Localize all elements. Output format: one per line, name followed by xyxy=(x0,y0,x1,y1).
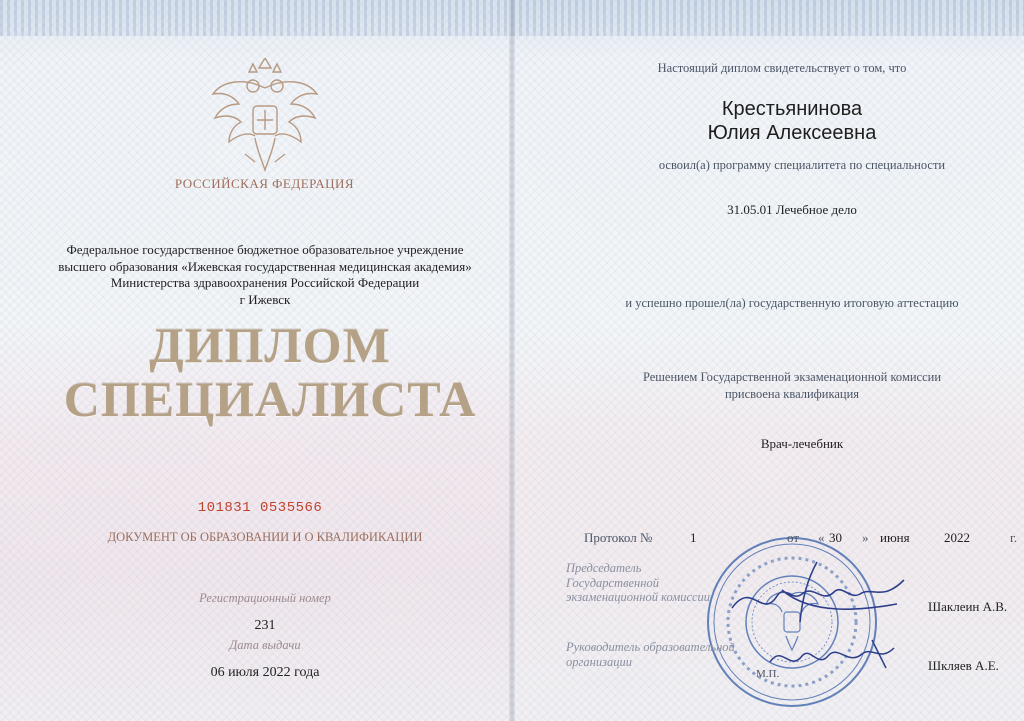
institution-city: г Ижевск xyxy=(239,291,291,307)
close-quote: » xyxy=(862,530,869,545)
diploma-title-line2: СПЕЦИАЛИСТА xyxy=(63,371,477,427)
country-name: РОССИЙСКАЯ ФЕДЕРАЦИЯ xyxy=(174,176,355,191)
chair-name: Шаклеин А.В. xyxy=(928,599,1008,614)
protocol-year-suffix: г. xyxy=(1010,530,1018,545)
document-type: ДОКУМЕНТ ОБ ОБРАЗОВАНИИ И О КВАЛИФИКАЦИИ xyxy=(107,530,423,544)
head-signature xyxy=(762,632,902,682)
decision-line: Решением Государственной экзаменационной комиссии xyxy=(642,370,942,384)
open-quote: « xyxy=(818,530,825,545)
intro-text: Настоящий диплом свидетельствует о том, что xyxy=(657,61,907,75)
institution-block xyxy=(20,242,510,308)
graduate-surname: Крестьянинова xyxy=(721,98,863,120)
diploma-content-page xyxy=(512,0,1024,721)
head-label xyxy=(566,640,786,669)
specialty: 31.05.01 Лечебное дело xyxy=(727,202,857,217)
graduate-name xyxy=(642,97,942,145)
chair-label-line: Государственной xyxy=(566,575,659,590)
protocol-label: Протокол № xyxy=(584,530,653,545)
protocol-number: 1 xyxy=(690,530,697,545)
decorative-band xyxy=(0,0,512,36)
protocol-day: 30 xyxy=(829,530,842,545)
registration-label: Регистрационный номер xyxy=(199,591,331,605)
seal-mark: М.П. xyxy=(756,668,780,680)
qualification: Врач-лечебник xyxy=(760,436,844,451)
graduate-given-names: Юлия Алексеевна xyxy=(707,122,877,144)
attestation-text: и успешно прошел(ла) государственную итоговую аттестацию xyxy=(625,296,959,310)
protocol-month: июня xyxy=(880,530,910,545)
decision-line: присвоена квалификация xyxy=(724,387,860,401)
institution-line: Федеральное государственное бюджетное образовательное учреждение xyxy=(66,242,464,257)
book-spine xyxy=(509,0,515,721)
chair-signature xyxy=(722,560,912,630)
diploma-title-line1: ДИПЛОМ xyxy=(149,317,391,373)
head-label-line: организации xyxy=(566,654,632,669)
institution-line: Министерства здравоохранения Российской Федерации xyxy=(110,275,420,290)
protocol-from: от xyxy=(787,530,800,545)
head-label-line: Руководитель образовательной xyxy=(566,640,735,654)
decorative-band xyxy=(512,0,1024,36)
head-name: Шкляев А.Е. xyxy=(928,658,999,673)
commission-decision xyxy=(592,369,992,403)
coat-of-arms-emblem xyxy=(205,58,325,176)
series-number: 101831 0535566 xyxy=(197,500,323,516)
institution-line: высшего образования «Ижевская государственная медицинская академия» xyxy=(58,258,472,274)
protocol-year: 2022 xyxy=(944,530,970,545)
diploma-title xyxy=(50,318,490,426)
issue-date: 06 июля 2022 года xyxy=(210,665,320,680)
issue-date-label: Дата выдачи xyxy=(229,638,301,652)
registration-number: 231 xyxy=(254,618,276,633)
chair-label-line: экзаменационной комиссии xyxy=(566,590,711,604)
chair-label-line: Председатель xyxy=(566,561,642,575)
program-text: освоил(а) программу специалитета по специальности xyxy=(658,158,946,172)
